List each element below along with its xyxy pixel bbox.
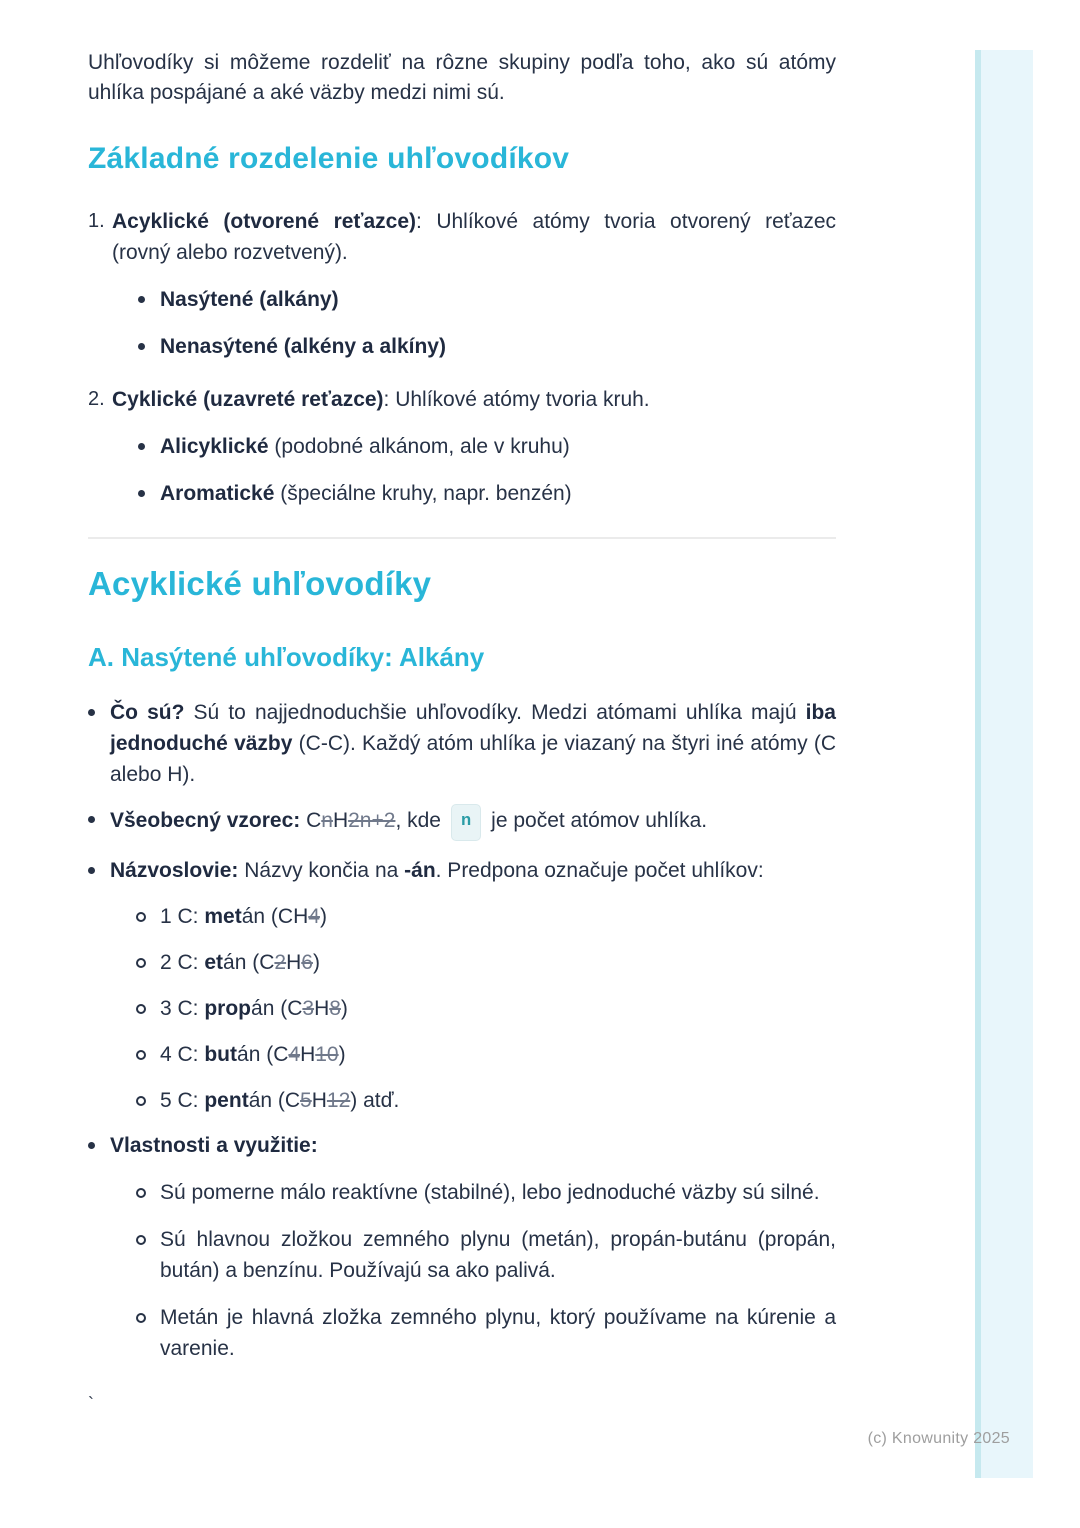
bullet-icon — [138, 343, 145, 350]
alkane-suffix: án ( — [237, 1043, 274, 1066]
circle-bullet-icon — [136, 1004, 146, 1014]
bold-term: iba jednoduché väzby — [110, 701, 836, 755]
formula-symbol: C — [287, 997, 303, 1020]
formula-subscript-struck: 2n+2 — [348, 809, 396, 832]
term-description: (podobné alkánom, ale v kruhu) — [268, 435, 570, 458]
list-item-properties — [88, 1130, 836, 1364]
list-item — [138, 431, 836, 462]
bold-term: Názvoslovie: — [110, 859, 239, 882]
copyright-footer: (c) Knowunity 2025 — [867, 1430, 1010, 1447]
formula-tail: ) — [338, 1043, 346, 1066]
formula-symbol: C — [259, 951, 275, 974]
alkanes-bullet-list — [88, 697, 836, 1364]
alkane-prefix-bold: met — [204, 905, 242, 928]
circle-bullet-icon — [136, 1050, 146, 1060]
bullet-icon — [138, 443, 145, 450]
page-content — [88, 0, 836, 1414]
bullet-icon — [138, 490, 145, 497]
carbon-count: 3 C: — [160, 997, 205, 1020]
bold-term: Všeobecný vzorec: — [110, 809, 301, 832]
properties-list — [136, 1177, 836, 1364]
alkane-suffix: án ( — [241, 905, 278, 928]
formula-subscript-struck: 4 — [288, 1043, 301, 1066]
bullet-icon — [138, 296, 145, 303]
body-text: , kde — [395, 809, 441, 832]
formula-symbol: H — [293, 905, 309, 928]
bold-term: -án — [404, 859, 436, 882]
list-number: 1. — [88, 210, 105, 232]
list-item — [138, 284, 836, 315]
formula-tail: ) — [312, 951, 320, 974]
list-number: 2. — [88, 388, 105, 410]
formula-subscript-struck: 4 — [308, 905, 320, 928]
carbon-count: 4 C: — [160, 1043, 205, 1066]
body-text: je počet atómov uhlíka. — [491, 809, 708, 832]
alkane-row — [136, 993, 836, 1024]
list-item — [138, 331, 836, 362]
alkane-prefix-bold: prop — [204, 997, 252, 1020]
property-row — [136, 1302, 836, 1364]
circle-bullet-icon — [136, 912, 146, 922]
body-text: (C-C). Každý atóm uhlíka je viazaný na štyri iné atómy (C alebo H). — [110, 732, 836, 786]
list-item-text — [112, 384, 836, 509]
carbon-count: 5 C: — [160, 1089, 205, 1112]
formula-subscript-struck: 12 — [326, 1089, 351, 1112]
term-description: : Uhlíkové atómy tvoria kruh. — [383, 388, 650, 411]
alkane-row — [136, 1085, 836, 1116]
right-edge-highlight-bar — [975, 50, 1033, 1478]
intro-paragraph: Uhľovodíky si môžeme rozdeliť na rôzne skupiny podľa toho, ako sú atómy uhlíka pospájané a aké väzby medzi nimi sú. — [88, 51, 836, 104]
alkane-prefix-bold: pent — [204, 1089, 249, 1112]
subsection-title-alkanes: A. Nasýtené uhľovodíky: Alkány — [88, 642, 485, 672]
body-text: Sú to najjednoduchšie uhľovodíky. Medzi atómami uhlíka majú — [184, 701, 806, 724]
bullet-icon — [88, 709, 95, 716]
body-text: . Predpona označuje počet uhlíkov: — [435, 859, 764, 882]
circle-bullet-icon — [136, 958, 146, 968]
bold-term: Alicyklické — [160, 435, 269, 458]
inline-code-badge-n: n — [451, 804, 481, 841]
section-title-basic-division: Základné rozdelenie uhľovodíkov — [88, 142, 570, 175]
formula-symbol: H — [300, 1043, 316, 1066]
list-item-naming — [88, 855, 836, 1116]
numbered-list — [88, 206, 836, 509]
bullet-icon — [88, 816, 95, 823]
list-item-what — [88, 697, 836, 790]
carbon-count: 2 C: — [160, 951, 205, 974]
formula-subscript-struck: 10 — [315, 1043, 339, 1066]
bold-term: Cyklické (uzavreté reťazce) — [112, 388, 384, 411]
property-text: Metán je hlavná zložka zemného plynu, ktorý používame na kúrenie a varenie. — [160, 1306, 836, 1360]
formula-symbol: H — [286, 951, 302, 974]
formula-tail: ) — [319, 905, 327, 928]
formula-subscript-struck: 8 — [329, 997, 341, 1020]
bullet-icon — [88, 1142, 95, 1149]
sub-bullet-list — [138, 284, 836, 362]
alkane-prefix-bold: et — [204, 951, 224, 974]
formula-symbol: C — [300, 809, 322, 832]
stray-backtick: ` — [88, 1394, 94, 1414]
circle-bullet-icon — [136, 1235, 146, 1245]
property-row — [136, 1224, 836, 1286]
formula-subscript-struck: 5 — [300, 1089, 312, 1112]
section-title-acyclic: Acyklické uhľovodíky — [88, 565, 432, 602]
list-item-acyclic — [88, 206, 836, 362]
circle-bullet-icon — [136, 1096, 146, 1106]
formula-tail: ) — [340, 997, 348, 1020]
body-text: Názvy končia na — [238, 859, 405, 882]
formula-subscript-struck: n — [321, 809, 333, 832]
divider — [88, 537, 836, 539]
alkane-prefix-bold: but — [204, 1043, 238, 1066]
list-item-formula — [88, 804, 836, 841]
formula-symbol: C — [277, 905, 294, 928]
sub-bullet-list — [138, 431, 836, 509]
list-item-text — [112, 206, 836, 362]
formula-tail: ) atď. — [350, 1089, 400, 1112]
bold-term: Acyklické (otvorené reťazce) — [112, 210, 417, 233]
list-item-cyclic — [88, 384, 836, 509]
formula-symbol: H — [314, 997, 330, 1020]
formula-symbol: H — [311, 1089, 327, 1112]
property-text: Sú hlavnou zložkou zemného plynu (metán), propán-butánu (propán, bután) a benzínu. Používajú sa ako palivá. — [160, 1228, 836, 1282]
formula-symbol: H — [332, 809, 349, 832]
alkane-suffix: án ( — [251, 997, 288, 1020]
term-description: : Uhlíkové atómy tvoria otvorený reťazec (rovný alebo rozvetvený). — [112, 210, 836, 264]
formula-symbol: C — [273, 1043, 289, 1066]
property-text: Sú pomerne málo reaktívne (stabilné), lebo jednoduché väzby sú silné. — [160, 1181, 820, 1204]
formula-subscript-struck: 3 — [302, 997, 315, 1020]
alkane-row — [136, 947, 836, 978]
bullet-icon — [88, 867, 95, 874]
alkane-suffix: án ( — [248, 1089, 285, 1112]
bold-term: Aromatické — [160, 482, 275, 505]
circle-bullet-icon — [136, 1188, 146, 1198]
bold-term: Nenasýtené (alkény a alkíny) — [160, 335, 446, 358]
alkane-row — [136, 1039, 836, 1070]
circle-bullet-icon — [136, 1313, 146, 1323]
formula-subscript-struck: 6 — [301, 951, 313, 974]
list-item — [138, 478, 836, 509]
alkane-suffix: án ( — [223, 951, 260, 974]
bold-term: Vlastnosti a využitie: — [110, 1134, 318, 1157]
alkane-names-list — [136, 901, 836, 1116]
formula-symbol: C — [284, 1089, 301, 1112]
term-description: (špeciálne kruhy, napr. benzén) — [274, 482, 572, 505]
bold-term: Nasýtené (alkány) — [160, 288, 339, 311]
carbon-count: 1 C: — [160, 905, 205, 928]
property-row — [136, 1177, 836, 1208]
alkane-row — [136, 901, 836, 932]
bold-term: Čo sú? — [110, 701, 185, 724]
formula-subscript-struck: 2 — [274, 951, 287, 974]
